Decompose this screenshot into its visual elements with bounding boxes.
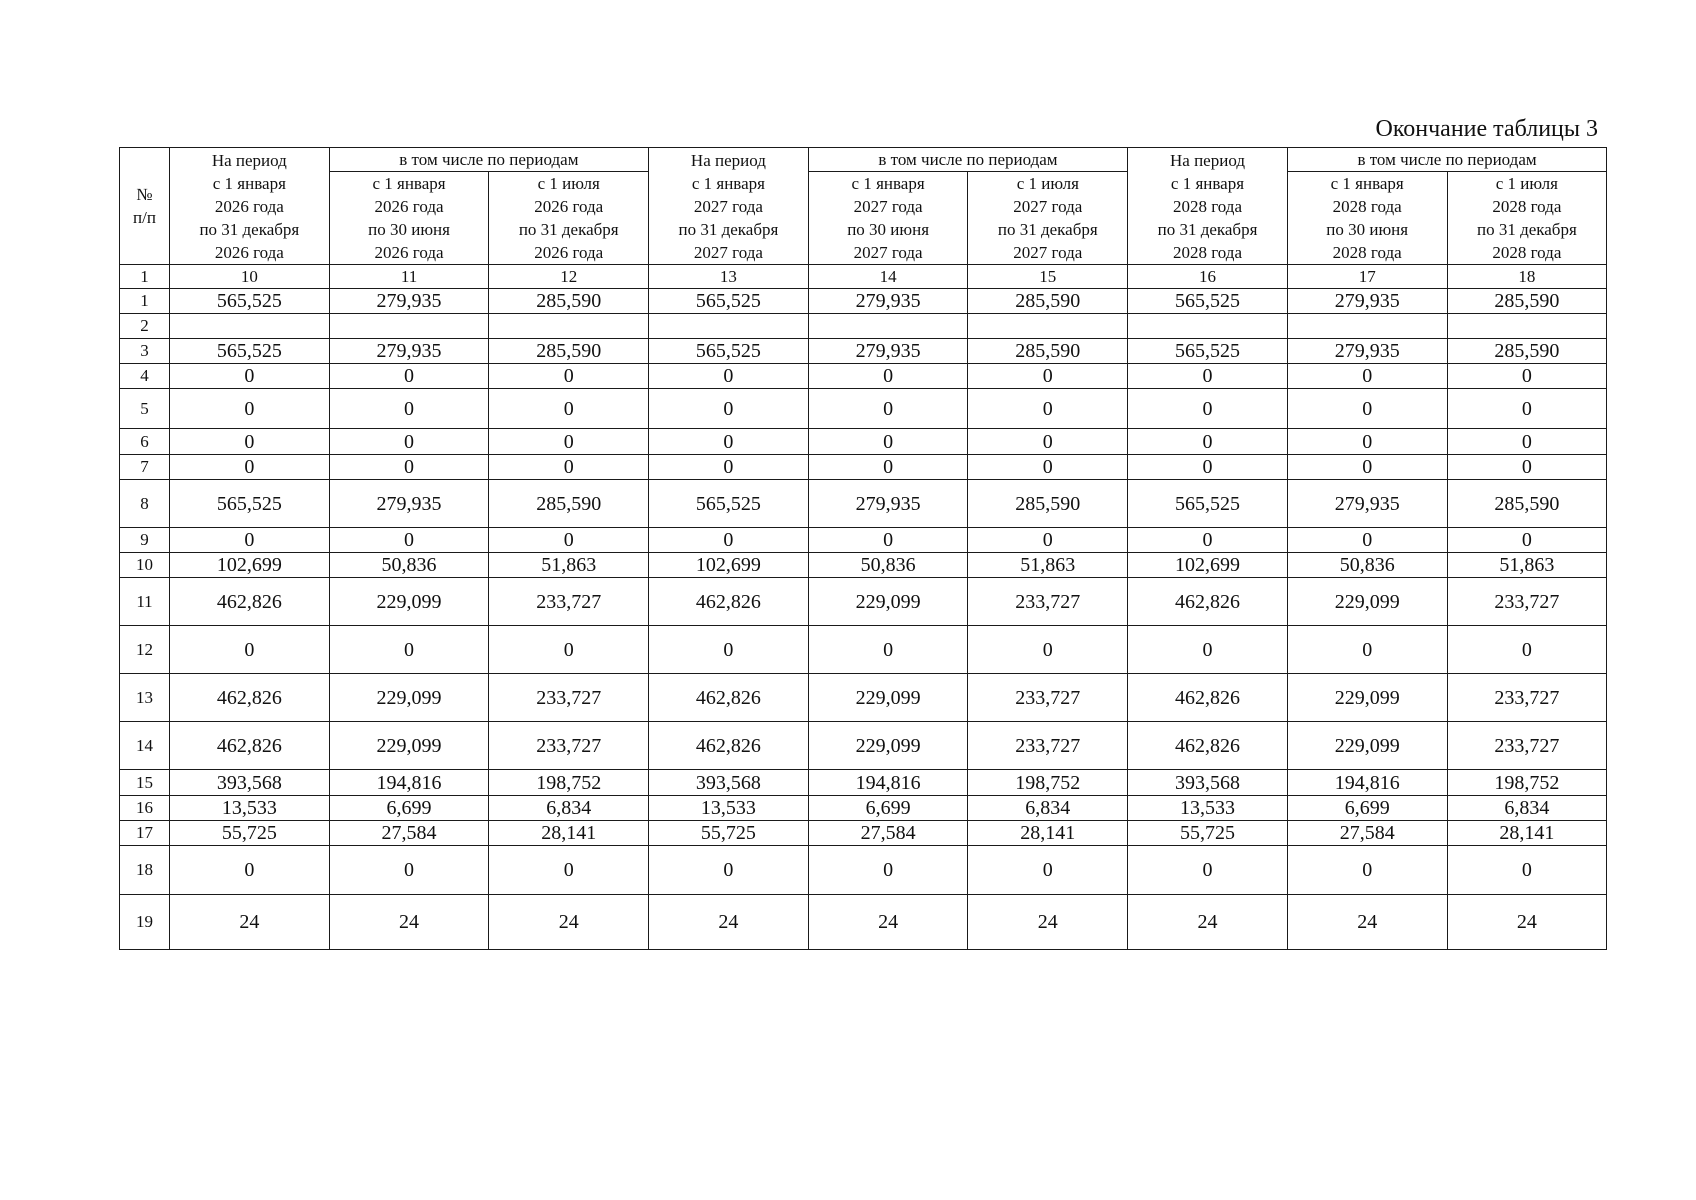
header-incl-2028: в том числе по периодам: [1287, 148, 1606, 172]
table-row: [120, 553, 1607, 578]
table-cell: 462,826: [649, 578, 809, 626]
header-line: 2026 года: [214, 242, 284, 262]
table-cell: 6,699: [1287, 796, 1447, 821]
table-cell: 0: [1287, 389, 1447, 429]
header-line: по 31 декабря: [199, 219, 300, 239]
table-cell: 233,727: [489, 722, 649, 770]
header-p1-2028: [1287, 172, 1447, 265]
table-cell: 50,836: [1287, 553, 1447, 578]
table-cell: 285,590: [1447, 339, 1607, 364]
table-row: [120, 339, 1607, 364]
column-number-row: [120, 265, 1607, 289]
table-cell: 0: [1287, 429, 1447, 455]
table-cell: 0: [1447, 429, 1607, 455]
table-cell: 24: [489, 895, 649, 950]
table-cell: 0: [489, 528, 649, 553]
table-cell: 194,816: [329, 770, 489, 796]
table-cell: 279,935: [329, 339, 489, 364]
table-row: [120, 314, 1607, 339]
col-number: 10: [170, 265, 330, 289]
table-cell: 0: [329, 389, 489, 429]
header-line: по 30 июня: [1326, 220, 1409, 239]
header-line: по 31 декабря: [678, 219, 779, 239]
row-number: 3: [120, 339, 170, 364]
table-cell: 13,533: [1128, 796, 1288, 821]
header-line: с 1 января: [212, 173, 286, 193]
table-cell: 0: [329, 455, 489, 480]
header-row-top: [120, 148, 1607, 172]
table-cell: 0: [968, 429, 1128, 455]
table-cell: 0: [170, 626, 330, 674]
table-cell: 0: [968, 846, 1128, 895]
table-row: [120, 895, 1607, 950]
table-cell: 0: [329, 429, 489, 455]
table-cell: 0: [1128, 528, 1288, 553]
header-line: 2027 года: [853, 197, 923, 216]
table-cell: 0: [808, 626, 968, 674]
table-cell: 0: [1447, 389, 1607, 429]
table-cell: 285,590: [489, 339, 649, 364]
header-num-col: [120, 148, 170, 265]
table-cell: 198,752: [1447, 770, 1607, 796]
table-cell: 279,935: [1287, 480, 1447, 528]
table-cell: 229,099: [1287, 674, 1447, 722]
table-cell: 0: [489, 455, 649, 480]
table-cell: 6,699: [329, 796, 489, 821]
col-number: 15: [968, 265, 1128, 289]
table-cell: 0: [329, 846, 489, 895]
table-cell: 0: [808, 364, 968, 389]
table-cell: [649, 314, 809, 339]
table-cell: 462,826: [649, 722, 809, 770]
table-cell: 285,590: [968, 480, 1128, 528]
table-cell: 0: [1287, 846, 1447, 895]
col-number: 11: [329, 265, 489, 289]
table-cell: 0: [649, 846, 809, 895]
table-cell: 462,826: [170, 578, 330, 626]
table-cell: 0: [649, 429, 809, 455]
row-number: 4: [120, 364, 170, 389]
header-line: На период: [1170, 150, 1245, 170]
table-cell: 0: [649, 528, 809, 553]
col-number: 1: [120, 265, 170, 289]
row-number: 11: [120, 578, 170, 626]
table-cell: 198,752: [968, 770, 1128, 796]
table-cell: 565,525: [649, 289, 809, 314]
table-cell: 285,590: [1447, 289, 1607, 314]
table-cell: 0: [1128, 364, 1288, 389]
table-cell: 194,816: [1287, 770, 1447, 796]
header-incl-2027: в том числе по периодам: [808, 148, 1127, 172]
header-line: 2028 года: [1492, 197, 1562, 216]
table-cell: 393,568: [649, 770, 809, 796]
table-cell: 0: [489, 364, 649, 389]
table-cell: 24: [1128, 895, 1288, 950]
table-cell: 0: [489, 429, 649, 455]
table-cell: 233,727: [968, 578, 1128, 626]
header-line: с 1 июля: [537, 174, 600, 193]
table-cell: 462,826: [649, 674, 809, 722]
header-line: 2027 года: [853, 243, 923, 262]
table-cell: 279,935: [1287, 339, 1447, 364]
table-cell: 0: [170, 364, 330, 389]
table-cell: 0: [329, 626, 489, 674]
table-cell: 229,099: [808, 674, 968, 722]
table-cell: 102,699: [649, 553, 809, 578]
table-cell: 565,525: [649, 339, 809, 364]
table-cell: 0: [1128, 389, 1288, 429]
header-line: 2026 года: [534, 243, 604, 262]
header-p2-2027: [968, 172, 1128, 265]
data-table: [119, 147, 1607, 950]
table-cell: 0: [1447, 455, 1607, 480]
table-cell: 24: [329, 895, 489, 950]
row-number: 5: [120, 389, 170, 429]
header-line: 2027 года: [1013, 243, 1083, 262]
table-cell: 27,584: [808, 821, 968, 846]
header-line: с 1 января: [1330, 174, 1404, 193]
table-cell: 0: [649, 455, 809, 480]
header-p2-2028: [1447, 172, 1607, 265]
table-cell: 0: [1447, 626, 1607, 674]
table-cell: 27,584: [1287, 821, 1447, 846]
table-cell: [170, 314, 330, 339]
header-row-sub: [120, 172, 1607, 265]
header-line: На период: [690, 150, 766, 170]
table-cell: 285,590: [968, 289, 1128, 314]
table-cell: 279,935: [329, 289, 489, 314]
header-line: 2027 года: [1013, 197, 1083, 216]
table-cell: 6,834: [1447, 796, 1607, 821]
table-row: [120, 429, 1607, 455]
table-cell: 285,590: [489, 480, 649, 528]
table-cell: 0: [808, 455, 968, 480]
table-cell: 0: [808, 846, 968, 895]
table-cell: 229,099: [808, 578, 968, 626]
header-line: с 1 июля: [1495, 174, 1558, 193]
table-cell: 28,141: [1447, 821, 1607, 846]
table-cell: 198,752: [489, 770, 649, 796]
table-cell: 0: [170, 846, 330, 895]
row-number: 9: [120, 528, 170, 553]
table-cell: 565,525: [170, 480, 330, 528]
header-line: по 30 июня: [847, 220, 930, 239]
table-cell: 233,727: [1447, 578, 1607, 626]
table-cell: 229,099: [1287, 722, 1447, 770]
row-number: 14: [120, 722, 170, 770]
table-cell: 229,099: [1287, 578, 1447, 626]
table-row: [120, 364, 1607, 389]
table-cell: 279,935: [329, 480, 489, 528]
table-cell: 0: [1128, 626, 1288, 674]
header-line: 2028 года: [1172, 242, 1242, 262]
table-cell: 0: [1287, 626, 1447, 674]
table-cell: 24: [808, 895, 968, 950]
header-line: 2028 года: [1332, 197, 1402, 216]
row-number: 13: [120, 674, 170, 722]
table-cell: [968, 314, 1128, 339]
header-num-line: п/п: [133, 208, 156, 227]
table-cell: [1447, 314, 1607, 339]
header-line: по 31 декабря: [1157, 219, 1258, 239]
table-cell: 24: [170, 895, 330, 950]
header-line: 2026 года: [214, 196, 284, 216]
row-number: 15: [120, 770, 170, 796]
table-cell: 0: [968, 528, 1128, 553]
table-cell: 233,727: [489, 674, 649, 722]
table-cell: 55,725: [649, 821, 809, 846]
row-number: 6: [120, 429, 170, 455]
header-incl-2026: в том числе по периодам: [329, 148, 648, 172]
header-line: с 1 января: [851, 174, 925, 193]
header-total-2027: [649, 148, 809, 265]
table-cell: 565,525: [1128, 339, 1288, 364]
table-cell: 393,568: [1128, 770, 1288, 796]
table-cell: 0: [1287, 364, 1447, 389]
table-cell: 24: [1447, 895, 1607, 950]
header-total-2026: [170, 148, 330, 265]
table-cell: 13,533: [649, 796, 809, 821]
table-caption: Окончание таблицы 3: [1375, 116, 1598, 142]
table-cell: 462,826: [1128, 578, 1288, 626]
table-cell: 28,141: [968, 821, 1128, 846]
header-line: 2027 года: [693, 196, 763, 216]
table-cell: 0: [1128, 429, 1288, 455]
table-cell: [1287, 314, 1447, 339]
table-cell: 233,727: [1447, 722, 1607, 770]
table-cell: 233,727: [1447, 674, 1607, 722]
table-cell: 0: [329, 364, 489, 389]
table-cell: 55,725: [1128, 821, 1288, 846]
table-cell: 279,935: [808, 339, 968, 364]
table-cell: 6,834: [968, 796, 1128, 821]
table-row: [120, 455, 1607, 480]
table-cell: 0: [170, 389, 330, 429]
table-cell: 0: [170, 528, 330, 553]
table-cell: 27,584: [329, 821, 489, 846]
header-line: 2026 года: [374, 197, 444, 216]
row-number: 17: [120, 821, 170, 846]
table-row: [120, 796, 1607, 821]
header-line: с 1 января: [1170, 173, 1245, 193]
table-cell: 462,826: [1128, 674, 1288, 722]
table-cell: 565,525: [170, 289, 330, 314]
table-cell: 194,816: [808, 770, 968, 796]
table-cell: 0: [649, 389, 809, 429]
table-row: [120, 528, 1607, 553]
table-cell: 102,699: [1128, 553, 1288, 578]
col-number: 13: [649, 265, 809, 289]
header-line: 2028 года: [1172, 196, 1242, 216]
table-row: [120, 674, 1607, 722]
row-number: 8: [120, 480, 170, 528]
table-cell: 28,141: [489, 821, 649, 846]
header-p1-2026: [329, 172, 489, 265]
row-number: 2: [120, 314, 170, 339]
table-cell: 0: [1447, 528, 1607, 553]
table-row: [120, 846, 1607, 895]
table-cell: 0: [808, 389, 968, 429]
table-cell: 24: [1287, 895, 1447, 950]
row-number: 18: [120, 846, 170, 895]
row-number: 1: [120, 289, 170, 314]
header-line: по 31 декабря: [1476, 220, 1577, 239]
header-total-2028: [1128, 148, 1288, 265]
row-number: 19: [120, 895, 170, 950]
table-cell: 229,099: [329, 578, 489, 626]
header-num-line: №: [136, 185, 153, 204]
table-cell: [329, 314, 489, 339]
table-cell: 0: [170, 455, 330, 480]
table-cell: 0: [968, 389, 1128, 429]
table-cell: 24: [649, 895, 809, 950]
table-body: [120, 289, 1607, 950]
table-cell: 285,590: [489, 289, 649, 314]
header-line: 2028 года: [1332, 243, 1402, 262]
table-cell: 0: [1447, 846, 1607, 895]
col-number: 14: [808, 265, 968, 289]
header-line: с 1 июля: [1016, 174, 1079, 193]
table-cell: [489, 314, 649, 339]
header-line: по 30 июня: [368, 220, 450, 239]
table-cell: 0: [329, 528, 489, 553]
table-cell: 0: [1287, 528, 1447, 553]
table-cell: 13,533: [170, 796, 330, 821]
table-cell: 6,699: [808, 796, 968, 821]
table-cell: 285,590: [968, 339, 1128, 364]
table-row: [120, 289, 1607, 314]
table-header: [120, 148, 1607, 289]
table-cell: 0: [1447, 364, 1607, 389]
header-line: 2026 года: [534, 197, 604, 216]
table-row: [120, 722, 1607, 770]
table-cell: 233,727: [489, 578, 649, 626]
table-cell: 0: [170, 429, 330, 455]
table-cell: 0: [1128, 846, 1288, 895]
table-cell: 229,099: [329, 722, 489, 770]
table-cell: 0: [968, 455, 1128, 480]
table-cell: 51,863: [968, 553, 1128, 578]
table-cell: 50,836: [808, 553, 968, 578]
table-cell: 55,725: [170, 821, 330, 846]
table-cell: 229,099: [808, 722, 968, 770]
table-cell: 233,727: [968, 674, 1128, 722]
table-cell: 565,525: [1128, 289, 1288, 314]
table-cell: 462,826: [170, 722, 330, 770]
header-line: с 1 января: [691, 173, 765, 193]
table-cell: 0: [1128, 455, 1288, 480]
table-cell: 393,568: [170, 770, 330, 796]
row-number: 12: [120, 626, 170, 674]
table-row: [120, 480, 1607, 528]
table-cell: 565,525: [1128, 480, 1288, 528]
table-row: [120, 626, 1607, 674]
table-row: [120, 578, 1607, 626]
col-number: 18: [1447, 265, 1607, 289]
table-cell: 0: [649, 626, 809, 674]
col-number: 16: [1128, 265, 1288, 289]
header-line: 2026 года: [374, 243, 444, 262]
table-cell: 0: [489, 626, 649, 674]
row-number: 7: [120, 455, 170, 480]
table-cell: 279,935: [1287, 289, 1447, 314]
table-cell: 0: [968, 364, 1128, 389]
table-row: [120, 770, 1607, 796]
table-cell: 51,863: [489, 553, 649, 578]
table-cell: 565,525: [170, 339, 330, 364]
table-row: [120, 389, 1607, 429]
table-cell: 0: [808, 429, 968, 455]
col-number: 17: [1287, 265, 1447, 289]
header-line: по 31 декабря: [518, 220, 619, 239]
table-cell: 0: [1287, 455, 1447, 480]
table-cell: 279,935: [808, 480, 968, 528]
table-cell: 0: [968, 626, 1128, 674]
header-line: 2028 года: [1492, 243, 1562, 262]
table-cell: 462,826: [170, 674, 330, 722]
header-line: 2027 года: [693, 242, 763, 262]
table-cell: 0: [808, 528, 968, 553]
table-cell: 0: [489, 846, 649, 895]
table-cell: 229,099: [329, 674, 489, 722]
header-p2-2026: [489, 172, 649, 265]
table-row: [120, 821, 1607, 846]
table-cell: 279,935: [808, 289, 968, 314]
table-cell: 0: [489, 389, 649, 429]
table-cell: 6,834: [489, 796, 649, 821]
table-cell: 24: [968, 895, 1128, 950]
table-cell: 0: [649, 364, 809, 389]
header-line: по 31 декабря: [997, 220, 1098, 239]
row-number: 16: [120, 796, 170, 821]
table-cell: 51,863: [1447, 553, 1607, 578]
table-cell: 50,836: [329, 553, 489, 578]
header-line: На период: [211, 150, 287, 170]
header-line: с 1 января: [372, 174, 446, 193]
table-cell: 102,699: [170, 553, 330, 578]
header-p1-2027: [808, 172, 968, 265]
table-cell: [808, 314, 968, 339]
col-number: 12: [489, 265, 649, 289]
table-cell: [1128, 314, 1288, 339]
table-cell: 462,826: [1128, 722, 1288, 770]
row-number: 10: [120, 553, 170, 578]
table-cell: 285,590: [1447, 480, 1607, 528]
table-cell: 233,727: [968, 722, 1128, 770]
table-cell: 565,525: [649, 480, 809, 528]
